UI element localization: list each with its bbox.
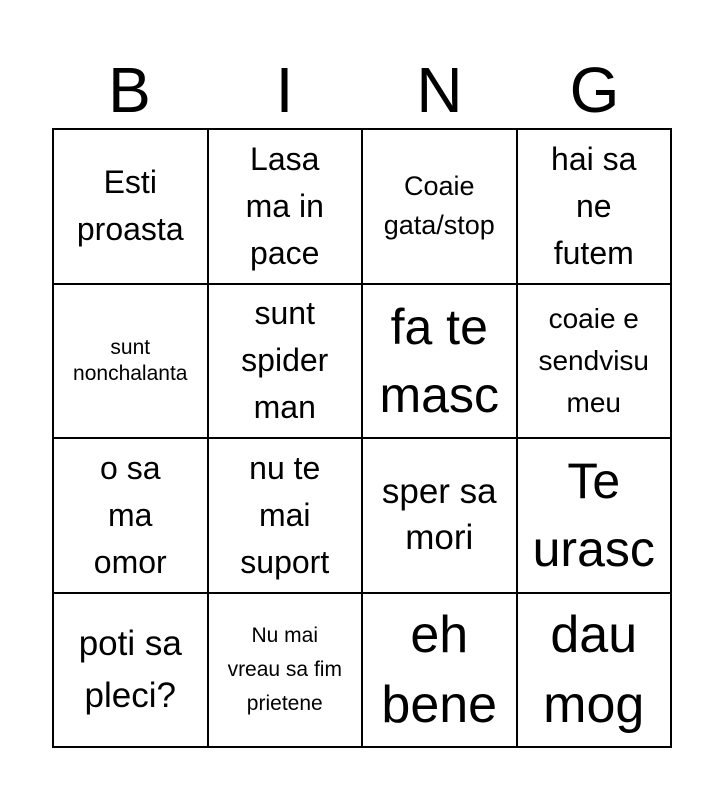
cell-label: Coaie gata/stop: [383, 171, 495, 241]
header-letter-b: B: [108, 54, 151, 126]
cell-label: o sa ma omor: [93, 449, 167, 580]
bingo-cell-r4c2[interactable]: [208, 593, 363, 748]
cell-label: Te urasc: [532, 453, 655, 578]
bingo-cell-r3c4[interactable]: [517, 438, 672, 593]
bingo-grid: [52, 128, 672, 748]
cell-label: fa te masc: [379, 298, 499, 423]
bingo-cell-r1c4[interactable]: [517, 129, 672, 284]
bingo-cell-r2c2[interactable]: [208, 284, 363, 439]
bingo-cell-r2c3[interactable]: [362, 284, 517, 439]
bingo-cell-r1c3[interactable]: [362, 129, 517, 284]
bingo-cell-r3c3[interactable]: [362, 438, 517, 593]
cell-label: sunt nonchalanta: [73, 335, 188, 385]
cell-label: Nu mai vreau sa fim prietene: [227, 623, 342, 715]
bingo-cell-r4c3[interactable]: [362, 593, 517, 748]
cell-label: coaie e sendvisu meu: [538, 302, 649, 418]
bingo-cell-r3c2[interactable]: [208, 438, 363, 593]
bingo-cell-r1c1[interactable]: [53, 129, 208, 284]
bingo-cell-r2c4[interactable]: [517, 284, 672, 439]
bingo-cell-r1c2[interactable]: [208, 129, 363, 284]
cell-label: sper sa mori: [381, 472, 497, 558]
bingo-cell-r4c4[interactable]: [517, 593, 672, 748]
cell-label: eh bene: [381, 605, 498, 734]
header-letter-g: G: [569, 54, 620, 126]
cell-label: sunt spider man: [241, 295, 329, 426]
bingo-cell-r2c1[interactable]: [53, 284, 208, 439]
header-letter-n: N: [416, 54, 463, 126]
header-letter-i: I: [275, 54, 294, 126]
cell-label: poti sa pleci?: [78, 623, 182, 715]
cell-label: nu te mai suport: [240, 449, 330, 580]
cell-label: Esti proasta: [76, 164, 184, 248]
cell-label: Lasa ma in pace: [245, 140, 324, 271]
bingo-cell-r4c1[interactable]: [53, 593, 208, 748]
bingo-header: [52, 52, 672, 128]
bingo-cell-r3c1[interactable]: [53, 438, 208, 593]
cell-label: hai sa ne futem: [551, 140, 637, 271]
cell-label: dau mog: [543, 605, 645, 734]
